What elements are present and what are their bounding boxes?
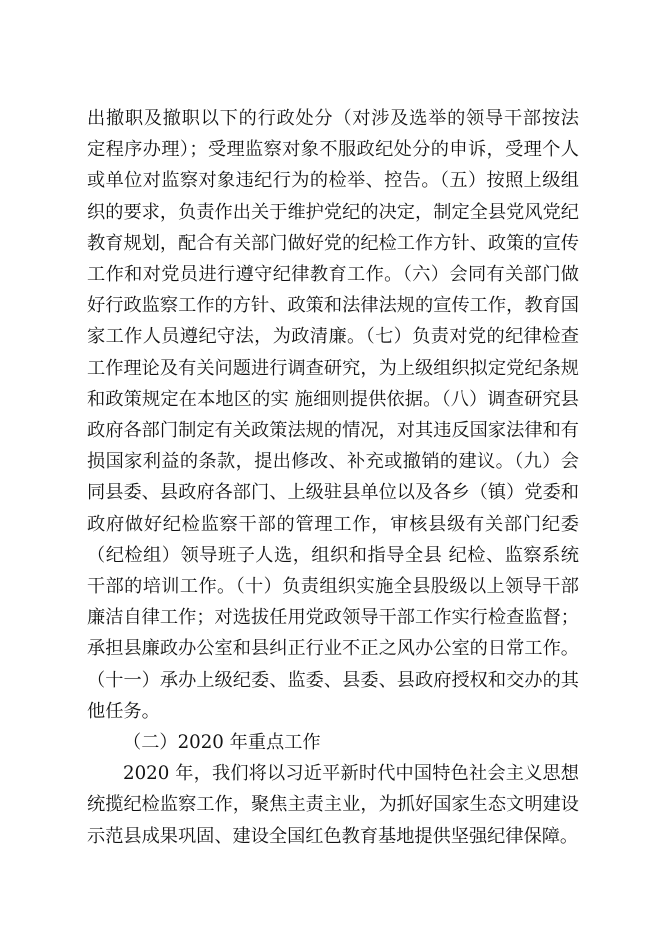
body-paragraph-2020-plan: 2020 年，我们将以习近平新时代中国特色社会主义思想统揽纪检监察工作，聚焦主责主业，为抓好国家生态文明建设示范县成果巩固、建设全国红色教育基地提供坚强纪律保障。 xyxy=(87,763,579,847)
body-paragraph-duties: 出撤职及撤职以下的行政处分（对涉及选举的领导干部按法 定程序办理）；受理监察对象不服政纪处分的申诉，受理个人或单位对监察对象违纪行为的检举、控告。（五）按照上级组织的要求，负责作出关于维护党纪的决定，制定全县党风党纪教育规划，配合有关部门做好党的纪检工作方针、政策的宣传工作和对党员进行遵守纪律教育工作。（六）会同有关部门做好行政监察工作的方针、政策和法律法规的宣传工作，教育国家工作人员遵纪守法，为政清廉。（七）负责对党的纪律检查工作理论及有关问题进行调查研究，为上级组织拟定党纪条规和政策规定在本地区的实 施细则提供依据。（八）调查研究县政府各部门制定有关政策法规的情况，对其违反国家法律和有损国家利益的条款，提出修改、补充或撤销的建议。（九）会同县委、县政府各部门、上级驻县单位以及各乡（镇）党委和政府做好纪检监察干部的管理工作，审核县级有关部门纪委（纪检组）领导班子人选，组织和指导全县 纪检、监察系统干部的培训工作。（十）负责组织实施全县股级以上领导干部廉洁自律工作；对选拔任用党政领导干部工作实行检查监督；承担县廉政办公室和县纠正行业不正之风办公室的日常工作。（十一）承办上级纪委、监委、县委、县政府授权和交办的其他任务。 xyxy=(87,108,579,722)
section-heading-2020-key-work: （二）2020 年重点工作 xyxy=(123,732,321,754)
document-page xyxy=(87,103,579,852)
